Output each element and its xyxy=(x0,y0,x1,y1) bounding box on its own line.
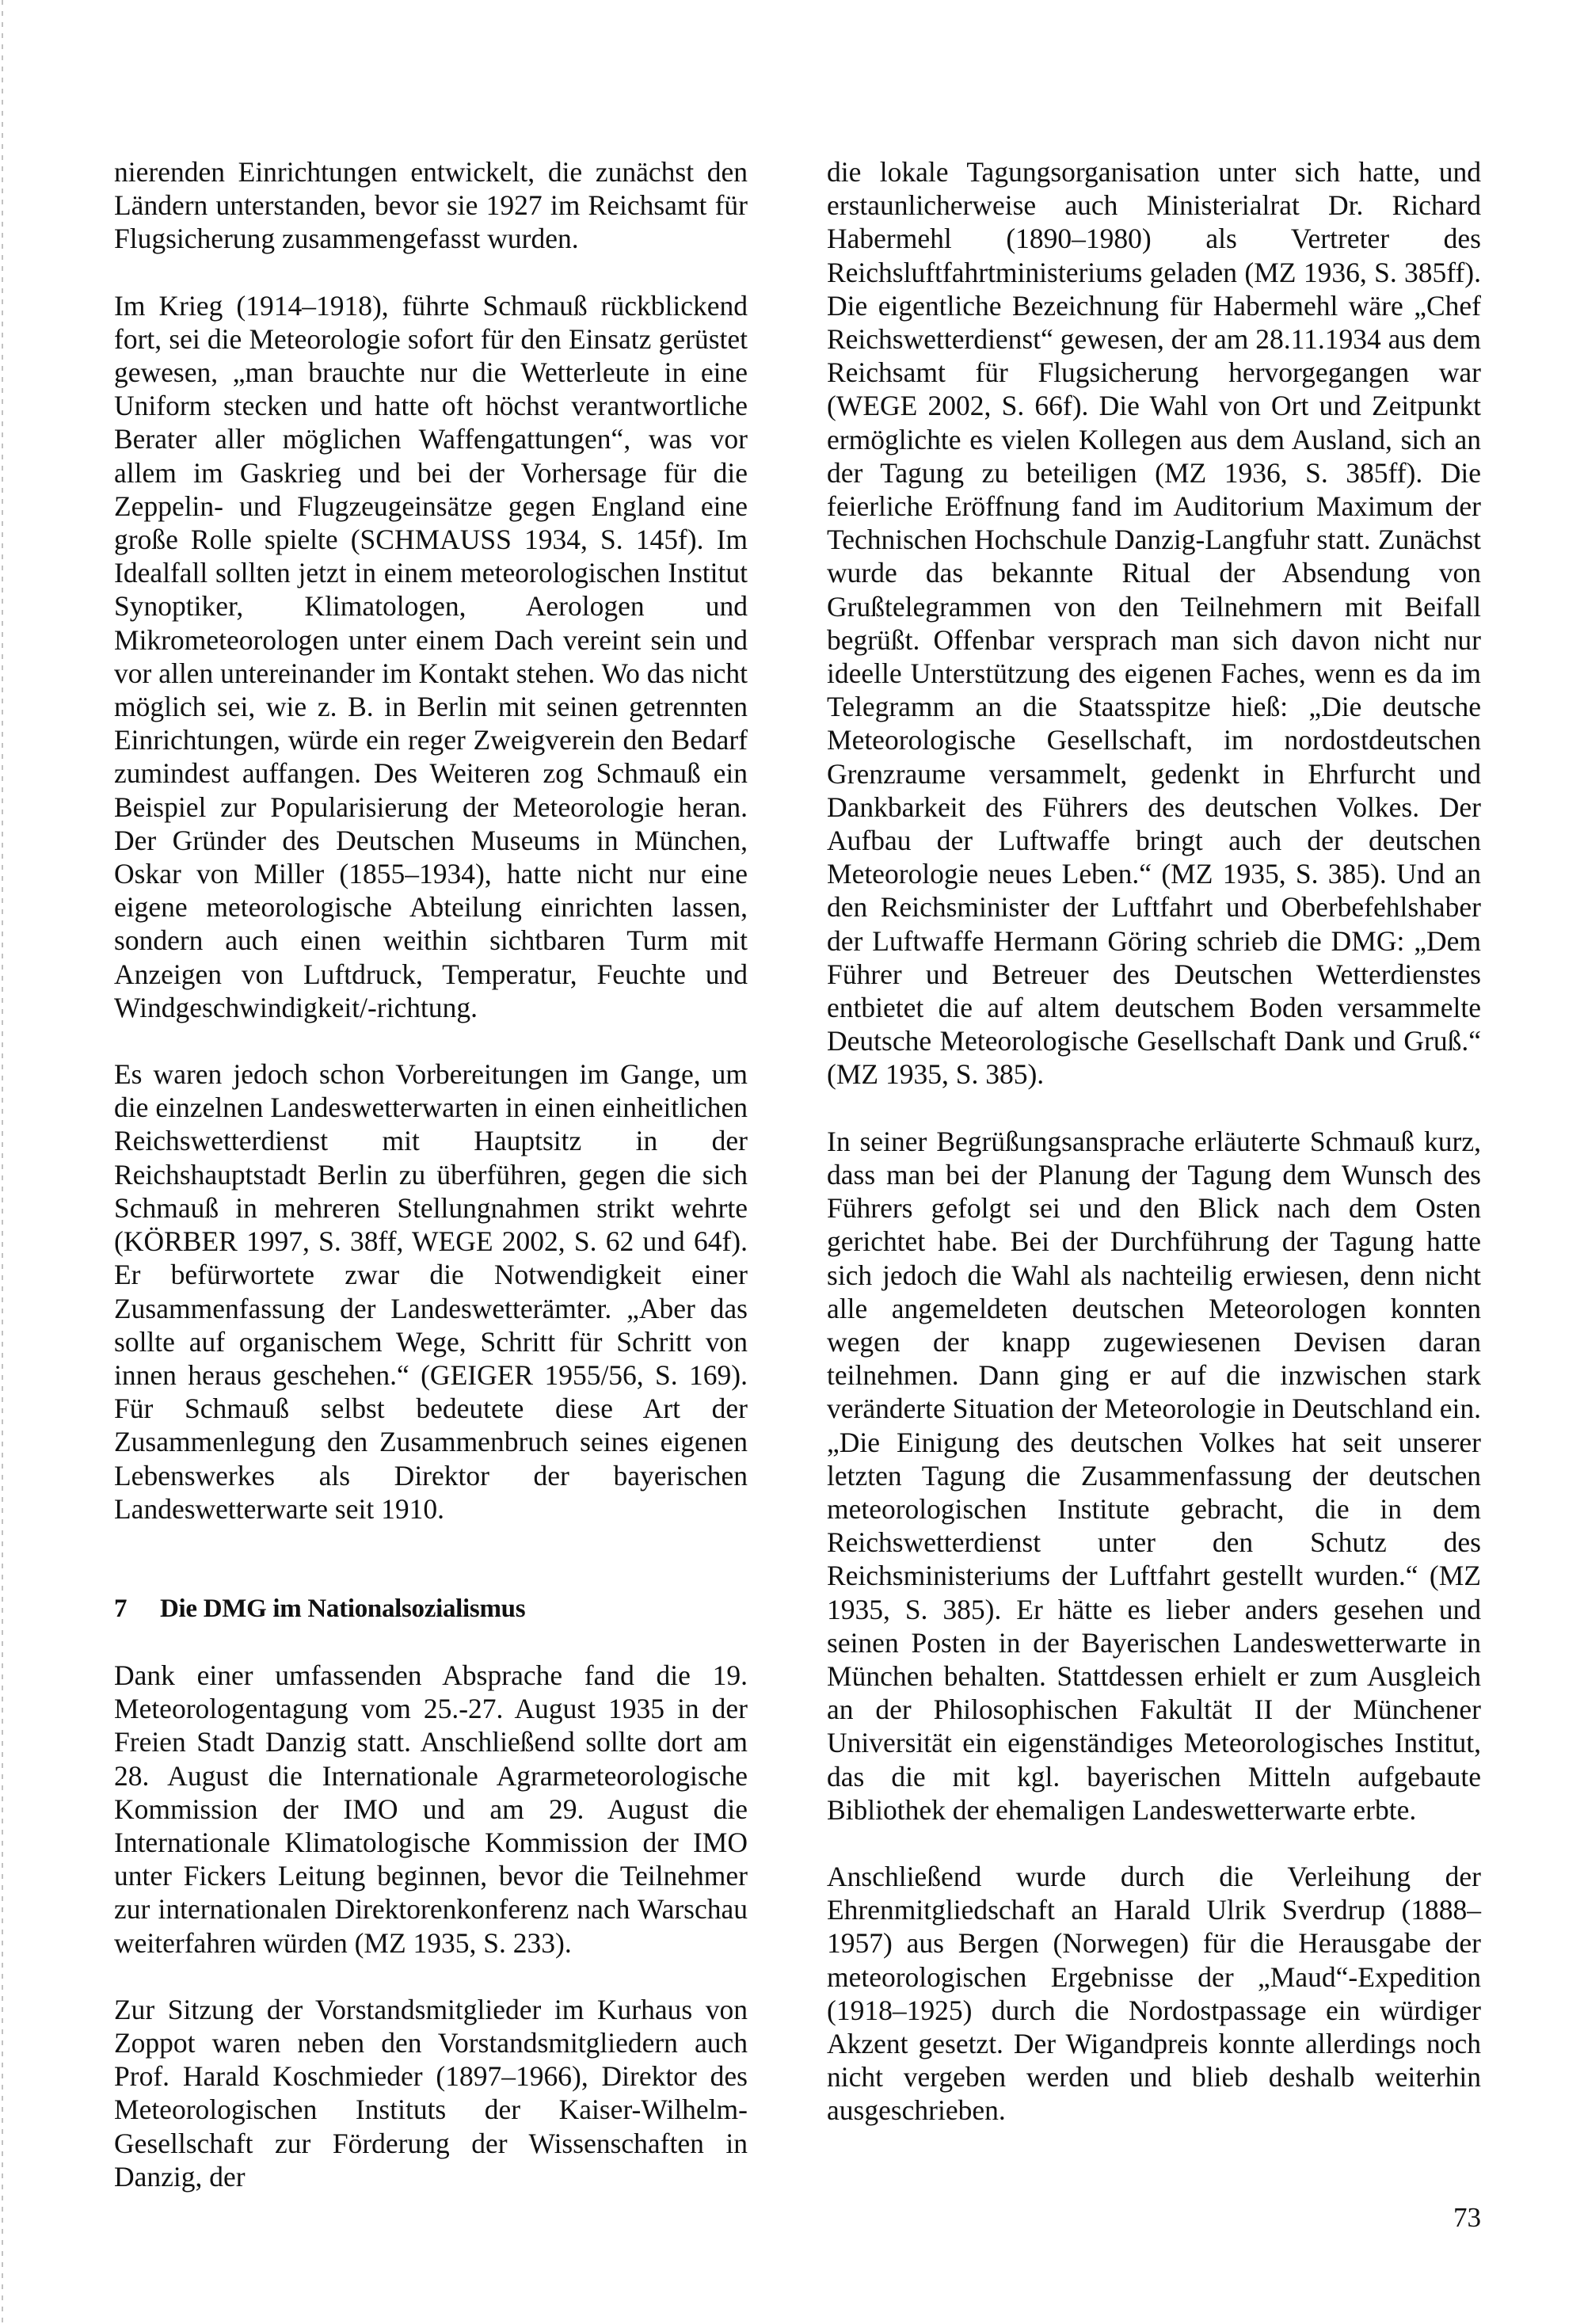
section-title: Die DMG im Nationalsozialismus xyxy=(160,1594,526,1623)
left-column xyxy=(114,155,748,2227)
paragraph: Es waren jedoch schon Vorbereitungen im Gange, um die einzelnen Landeswetterwarten in einen einheitlichen Reichswetterdienst mit Hauptsitz in der Reichshauptstadt Berlin zu überführen, gegen die sich Schmauß in mehreren Stellungnahmen strikt wehrte (KÖRBER 1997, S. 38ff, WEGE 2002, S. 62 und 64f). Er befürwortete zwar die Notwendigkeit einer Zusammenfassung der Landeswetterämter. „Aber das sollte auf organischem Wege, Schritt für Schritt von innen heraus geschehen.“ (GEIGER 1955/56, S. 169). Für Schmauß selbst bedeutete diese Art der Zusammenlegung den Zusammenbruch seines eigenen Lebenswerkes als Direktor der bayerischen Landeswetterwarte seit 1910. xyxy=(114,1058,748,1525)
right-column xyxy=(827,155,1481,2161)
paragraph: Zur Sitzung der Vorstandsmitglieder im Kurhaus von Zoppot waren neben den Vorstandsmitgliedern auch Prof. Harald Koschmieder (1897–1966), Direktor des Meteorologischen Instituts der Kaiser-Wilhelm-Gesellschaft zur Förderung der Wissenschaften in Danzig, der xyxy=(114,1993,748,2193)
page-number: 73 xyxy=(1453,2202,1481,2233)
section-number: 7 xyxy=(114,1594,128,1623)
paragraph: Anschließend wurde durch die Verleihung der Ehrenmitgliedschaft an Harald Ulrik Sverdrup (1888–1957) aus Bergen (Norwegen) für die Herausgabe der meteorologischen Ergebnisse der „Maud“-Expedition (1918–1925) durch die Nordostpassage ein würdiger Akzent gesetzt. Der Wigandpreis konnte allerdings noch nicht vergeben werden und blieb deshalb weiterhin ausgeschrieben. xyxy=(827,1860,1481,2127)
scan-edge-line xyxy=(2,0,3,2324)
paragraph: nierenden Einrichtungen entwickelt, die zunächst den Ländern unterstanden, bevor sie 1927 im Reichsamt für Flugsicherung zusammengefasst wurden. xyxy=(114,156,748,255)
section-heading xyxy=(114,1592,748,1625)
paragraph: Dank einer umfassenden Absprache fand die 19. Meteorologentagung vom 25.-27. August 1935 in der Freien Stadt Danzig statt. Anschließend sollte dort am 28. August die Internationale Agrarmeteorologische Kommission der IMO und am 29. August die Internationale Klimatologische Kommission der IMO unter Fickers Leitung beginnen, bevor die Teilnehmer zur internationalen Direktorenkonferenz nach Warschau weiterfahren würden (MZ 1935, S. 233). xyxy=(114,1659,748,1959)
paragraph: In seiner Begrüßungsansprache erläuterte Schmauß kurz, dass man bei der Planung der Tagung dem Wunsch des Führers gefolgt sei und den Blick nach dem Osten gerichtet habe. Bei der Durchführung der Tagung hatte sich jedoch die Wahl als nachteilig erwiesen, denn nicht alle angemeldeten deutschen Meteorologen konnten wegen der knapp zugewiesenen Devisen daran teilnehmen. Dann ging er auf die inzwischen stark veränderte Situation der Meteorologie in Deutschland ein. „Die Einigung des deutschen Volkes hat seit unserer letzten Tagung die Zusammenfassung der deutschen meteorologischen Institute gebracht, die in dem Reichswetterdienst unter den Schutz des Reichsministeriums der Luftfahrt gestellt wurden.“ (MZ 1935, S. 385). Er hätte es lieber anders gesehen und seinen Posten in der Bayerischen Landeswetterwarte in München behalten. Stattdessen erhielt er zum Ausgleich an der Philosophischen Fakultät II der Münchener Universität ein eigenständiges Meteorologisches Institut, das die mit kgl. bayerischen Mitteln aufgebaute Bibliothek der ehemaligen Landeswetterwarte erbte. xyxy=(827,1125,1481,1826)
paragraph: die lokale Tagungsorganisation unter sich hatte, und erstaunlicherweise auch Ministerialrat Dr. Richard Habermehl (1890–1980) als Vertreter des Reichsluftfahrtministeriums geladen (MZ 1936, S. 385ff). Die eigentliche Bezeichnung für Habermehl wäre „Chef Reichswetterdienst“ gewesen, der am 28.11.1934 aus dem Reichsamt für Flugsicherung hervorgegangen war (WEGE 2002, S. 66f). Die Wahl von Ort und Zeitpunkt ermöglichte es vielen Kollegen aus dem Ausland, sich an der Tagung zu beteiligen (MZ 1936, S. 385ff). Die feierliche Eröffnung fand im Auditorium Maximum der Technischen Hochschule Danzig-Langfuhr statt. Zunächst wurde das bekannte Ritual der Absendung von Grußtelegrammen von den Teilnehmern mit Beifall begrüßt. Offenbar versprach man sich davon nicht nur ideelle Unterstützung des eigenen Faches, wenn es da im Telegramm an die Staatsspitze hieß: „Die deutsche Meteorologische Gesellschaft, im nordostdeutschen Grenzraume versammelt, gedenkt in Ehrfurcht und Dankbarkeit des Führers des deutschen Volkes. Der Aufbau der Luftwaffe bringt auch der deutschen Meteorologie neues Leben.“ (MZ 1935, S. 385). Und an den Reichsminister der Luftfahrt und Oberbefehlshaber der Luftwaffe Hermann Göring schrieb die DMG: „Dem Führer und Betreuer des Deutschen Wetterdienstes entbietet die auf altem deutschem Boden versammelte Deutsche Meteorologische Gesellschaft Dank und Gruß.“ (MZ 1935, S. 385). xyxy=(827,156,1481,1091)
paragraph: Im Krieg (1914–1918), führte Schmauß rückblickend fort, sei die Meteorologie sofort für den Einsatz gerüstet gewesen, „man brauchte nur die Wetterleute in eine Uniform stecken und hatte oft höchst verantwortliche Berater aller möglichen Waffengattungen“, was vor allem im Gaskrieg und bei der Vorhersage für die Zeppelin- und Flugzeugeinsätze gegen England eine große Rolle spielte (SCHMAUSS 1934, S. 145f). Im Idealfall sollten jetzt in einem meteorologischen Institut Synoptiker, Klimatologen, Aerologen und Mikrometeorologen unter einem Dach vereint sein und vor allen untereinander im Kontakt stehen. Wo das nicht möglich sei, wie z. B. in Berlin mit seinen getrennten Einrichtungen, würde ein reger Zweigverein den Bedarf zumindest auffangen. Des Weiteren zog Schmauß ein Beispiel zur Popularisierung der Meteorologie heran. Der Gründer des Deutschen Museums in München, Oskar von Miller (1855–1934), hatte nicht nur eine eigene meteorologische Abteilung einrichten lassen, sondern auch einen weithin sichtbaren Turm mit Anzeigen von Luftdruck, Temperatur, Feuchte und Windgeschwindigkeit/-richtung. xyxy=(114,289,748,1023)
